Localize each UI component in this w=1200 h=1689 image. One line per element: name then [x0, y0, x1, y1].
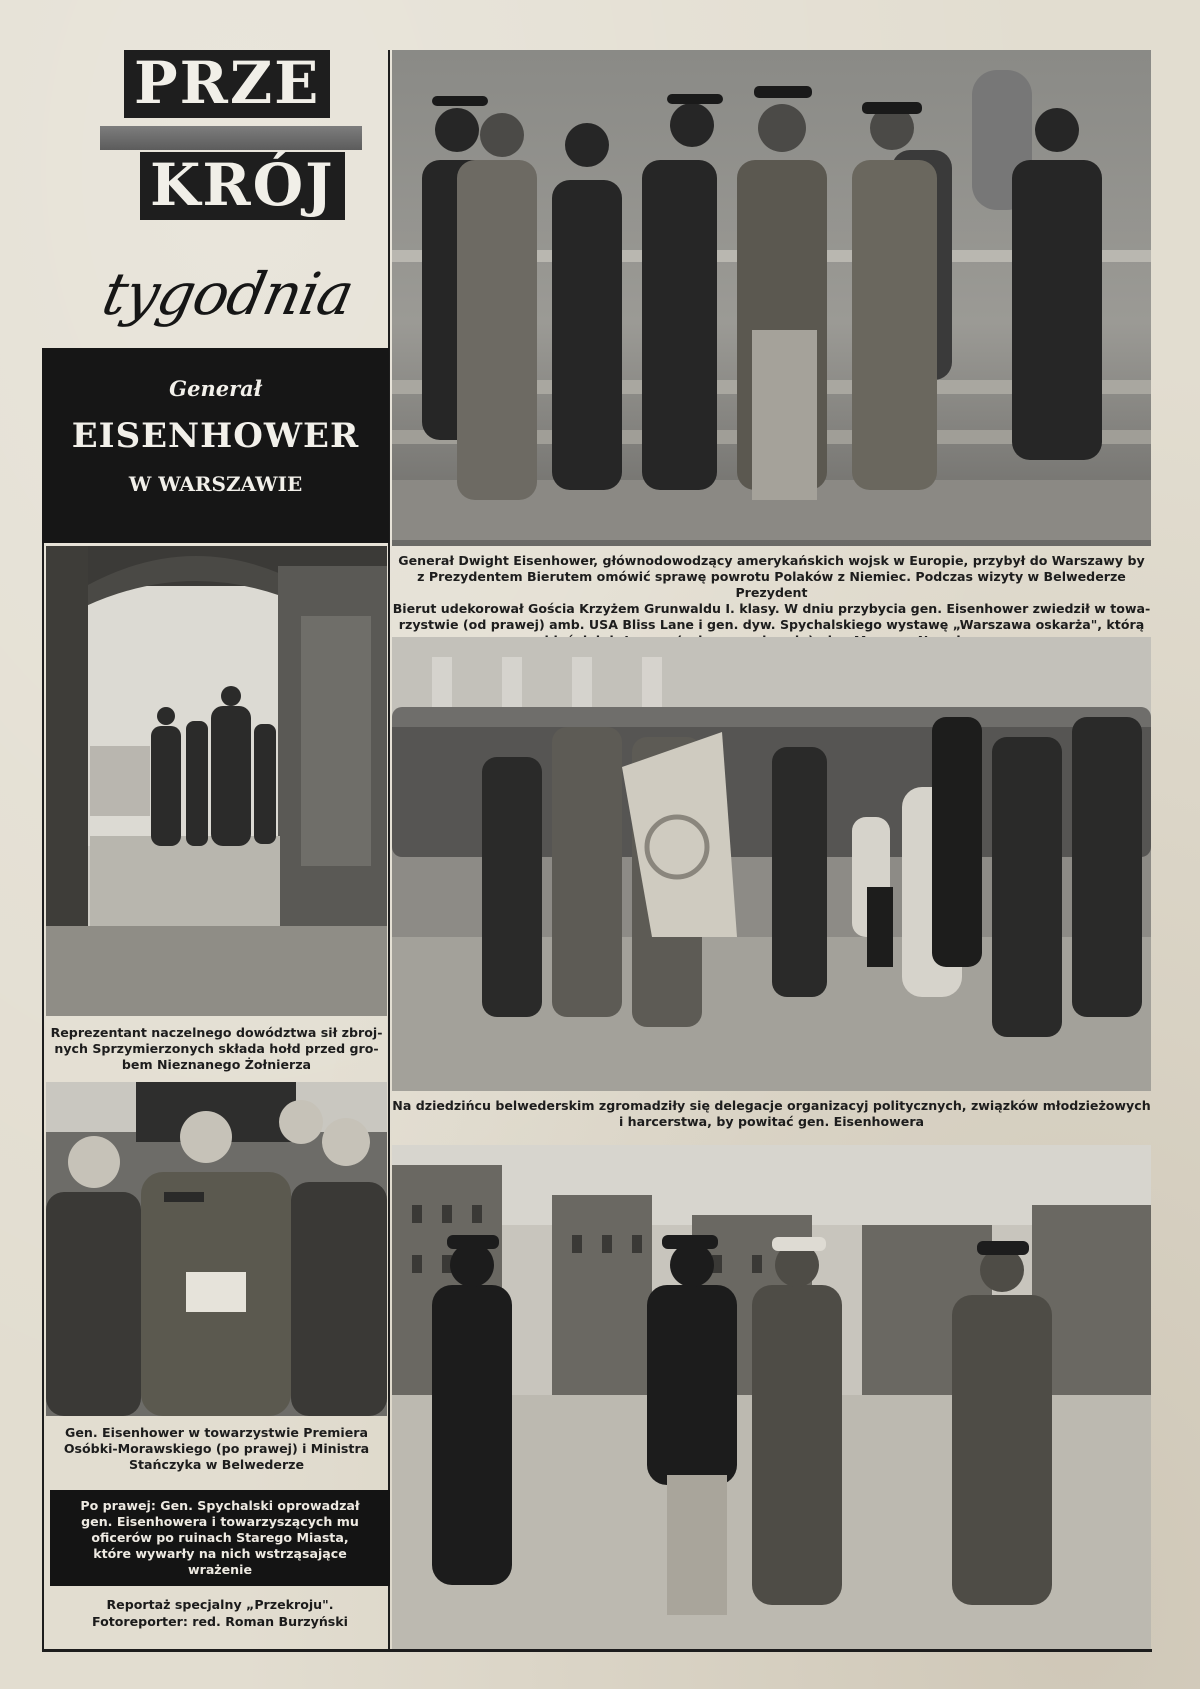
photo-eisenhower-signing — [46, 1082, 387, 1416]
caption-tomb-line-3: bem Nieznanego Żołnierza — [121, 1057, 312, 1072]
caption-ruins-line-3: oficerów po ruinach Starego Miasta, — [91, 1530, 349, 1545]
caption-ruins-line-1: Po prawej: Gen. Spychalski oprowadzał — [80, 1498, 360, 1513]
caption-main-photo — [392, 553, 1151, 649]
caption-signing-line-2: Osóbki-Morawskiego (po prawej) i Ministra — [63, 1441, 370, 1456]
caption-signing-line-3: Stańczyka w Belwederze — [128, 1457, 305, 1472]
headline-place: W WARSZAWIE — [128, 472, 303, 496]
photo-credit — [50, 1596, 390, 1630]
caption-signing-line-1: Gen. Eisenhower w towarzystwie Premiera — [65, 1425, 368, 1440]
photo-courtyard-image — [392, 637, 1151, 1091]
caption-ruins-photo — [50, 1490, 390, 1586]
credit-line-1: Reportaż specjalny „Przekroju". — [106, 1597, 334, 1612]
caption-courtyard-line-2: i harcerstwa, by powitać gen. Eisenhowera — [618, 1114, 925, 1129]
caption-main-line-4: rzystwie (od prawej) amb. USA Bliss Lane i gen. dyw. Spychalskiego wystawę „Warszawa oskarża", którą — [398, 617, 1145, 632]
photo-eisenhower-steps — [392, 50, 1151, 546]
masthead-word-prze: PRZE — [124, 50, 330, 118]
headline-rank: Generał — [169, 376, 262, 401]
caption-main-line-1: Generał Dwight Eisenhower, głównodowodzący amerykańskich wojsk w Europie, przybył do Warszawy by — [398, 553, 1145, 568]
caption-main-line-3: Bierut udekorował Gościa Krzyżem Grunwaldu I. klasy. W dniu przybycia gen. Eisenhower zwiedził w towa- — [392, 601, 1151, 616]
masthead-bar — [100, 126, 362, 150]
caption-tomb-line-2: nych Sprzymierzonych składa hołd przed gro- — [54, 1041, 379, 1056]
masthead-script-tygodnia: tygodnia — [96, 260, 359, 328]
photo-tomb-image — [46, 546, 387, 1016]
masthead-word-kroj: KRÓJ — [140, 152, 345, 220]
left-border-line — [42, 543, 44, 1651]
headline-box — [42, 348, 389, 543]
photo-eisenhower-steps-image — [392, 50, 1151, 546]
photo-tomb-unknown-soldier — [46, 546, 387, 1016]
bottom-border-line — [42, 1649, 1152, 1652]
caption-ruins-line-2: gen. Eisenhowera i towarzyszących mu — [81, 1514, 359, 1529]
caption-tomb-photo — [46, 1025, 387, 1073]
photo-old-town-ruins — [392, 1145, 1151, 1649]
headline-name: EISENHOWER — [71, 416, 360, 456]
caption-courtyard-photo — [392, 1098, 1151, 1130]
masthead-logo — [96, 48, 366, 348]
caption-signing-photo — [46, 1425, 387, 1473]
caption-courtyard-line-1: Na dziedzińcu belwederskim zgromadziły się delegacje organizacyj politycznych, związków młodzieżowych — [392, 1098, 1151, 1113]
column-divider-line — [388, 50, 390, 1650]
caption-ruins-line-4: które wywarły na nich wstrząsające — [93, 1546, 347, 1561]
caption-tomb-line-1: Reprezentant naczelnego dowództwa sił zbroj- — [50, 1025, 383, 1040]
photo-signing-image — [46, 1082, 387, 1416]
credit-line-2: Fotoreporter: red. Roman Burzyński — [92, 1614, 348, 1629]
photo-ruins-image — [392, 1145, 1151, 1649]
caption-ruins-line-5: wrażenie — [187, 1562, 253, 1577]
photo-courtyard-delegations — [392, 637, 1151, 1091]
caption-main-line-2: z Prezydentem Bierutem omówić sprawę powrotu Polaków z Niemiec. Podczas wizyty w Belwederze Prezydent — [417, 569, 1126, 600]
